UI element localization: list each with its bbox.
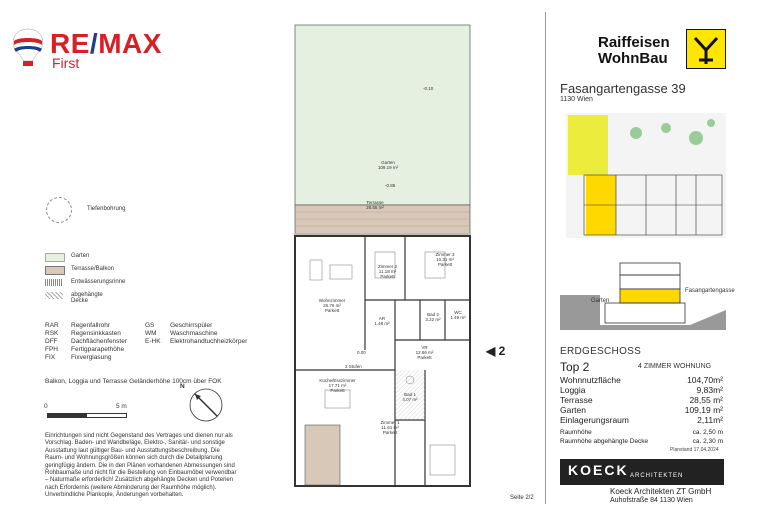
raiffeisen-logo-text: Raiffeisen WohnBau: [598, 34, 670, 67]
legend-label: Garten: [71, 253, 90, 259]
area-row: Wohnnutzfläche 104,70m²: [560, 375, 723, 385]
level-marker: -0.10: [423, 86, 434, 91]
unit-type: 4 ZIMMER WOHNUNG: [638, 363, 712, 370]
room-label: Küche/Esszimmer 17.71 m² Parkett: [319, 378, 356, 393]
height-row: Raumhöhe ca. 2,50 m: [560, 429, 723, 436]
raiffeisen-gable-icon: [686, 29, 726, 69]
scale-five: 5 m: [116, 403, 127, 410]
legend-swatch-drain: [45, 279, 63, 286]
room-label: VR 12.86 m² Parkett: [415, 345, 434, 360]
room-label: Bad 1 4.07 m²: [402, 392, 418, 402]
borehole-label: Tiefenbohrung: [87, 206, 126, 212]
project-city: 1130 Wien: [560, 96, 593, 103]
legend-swatch-ceiling: [45, 292, 63, 299]
room-label: Zimmer 2 11.18 m² Parkett: [378, 264, 397, 279]
project-address: Fasangartengasse 39: [560, 81, 686, 96]
remax-balloon-icon: [10, 27, 46, 67]
room-label: WC 1.49 m²: [450, 310, 466, 320]
room-label: Bad 2 3.22 m²: [425, 312, 441, 322]
railing-note: Balkon, Loggia und Terrasse Geländerhöhe 100cm über FOK: [45, 378, 222, 385]
floor-plan: [285, 20, 480, 490]
legend-swatch-terrace: [45, 266, 65, 275]
area-row: Garten 109,19 m²: [560, 405, 723, 415]
terrace-label: Terrasse 28.55 m²: [366, 200, 384, 210]
abbreviations-left: RAR Regenfallrohr RSK Regensinkkasten DFF Dachflächenfenster FPH Fertigparapethöhe FIX Fixverglasung: [45, 322, 128, 361]
remax-logo-text: RE/MAX: [50, 28, 162, 59]
legend-label: Entwässerungsrinne: [71, 279, 126, 285]
floor-title: ERDGESCHOSS: [560, 346, 642, 357]
legend-swatch-garden: [45, 253, 65, 262]
divider-line: [545, 12, 546, 504]
level-marker: -0.85: [385, 183, 396, 188]
unit-title: Top 2: [560, 360, 590, 374]
section-garden-label: Garten: [591, 298, 610, 304]
room-label: Wohnzimmer 26.76 m² Parkett: [318, 298, 346, 313]
koeck-logo: KOECK ARCHITEKTEN: [560, 459, 724, 485]
legend-label: Terrasse/Balkon: [71, 266, 115, 272]
remax-sub: First: [52, 55, 80, 71]
stairs-label: 2 Stufen: [345, 364, 362, 369]
north-label: N: [180, 383, 185, 390]
page-number: Seite 2/2: [510, 495, 534, 501]
garden-label: Garten 109.19 m²: [377, 160, 399, 170]
plan-date: Planstand 17.04.2024: [670, 447, 719, 453]
scale-zero: 0: [44, 403, 48, 410]
section-view: [560, 255, 735, 330]
room-label: AR 1.48 m²: [374, 316, 390, 326]
section-street-label: Fasangartengasse: [685, 288, 735, 294]
architect-name: Koeck Architekten ZT GmbH: [610, 487, 712, 496]
area-row: Einlagerungsraum 2,11m²: [560, 415, 723, 425]
abbreviations-right: GS Geschirrspüler WM Waschmaschine E-HK Elektrohandtuchheizkörper: [145, 322, 248, 345]
architect-address: Auhofstraße 84 1130 Wien: [610, 497, 693, 504]
key-plan: [566, 113, 726, 238]
legend-label: abgehängte Decke: [71, 292, 103, 304]
height-row: Raumhöhe abgehängte Decke ca. 2,30 m: [560, 438, 723, 445]
unit-marker: ◀ 2: [486, 344, 506, 358]
level-marker: 0.00: [357, 350, 366, 355]
scale-bar: [47, 413, 127, 418]
room-label: Zimmer 3 10.31 m² Parkett: [435, 252, 455, 267]
area-row: Loggia 9,83m²: [560, 385, 723, 395]
north-arrow-icon: [186, 385, 226, 430]
borehole-icon: [46, 197, 72, 223]
room-label: Zimmer 1 11.61 m² Parkett: [380, 420, 400, 435]
area-row: Terrasse 28,55 m²: [560, 395, 723, 405]
disclaimer: Einrichtungen sind nicht Gegenstand des Vertrages und dienen nur als Vorschlag. Baden- und Wandbeläge, Elektro-, Sanitär- und sonstige Ausstattung laut gültiger Bau- und Ausstattungsbeschreibung. Die Raum- und Wohnungsgrößen können sich durch die Detailplanung geringfügig ändern. Die in den Plänen vorhandenen Abmessungen sind Rohbaumaße und nicht für die Bestellung von Einbaumöbel verwendbar – Naturmaße erforderlich! Zusätzlich abgehängte Decken und Poterien nach Erfordernis (weitere Abminderung der Raumhöhe möglich). Unverbindliche Plankopie, Änderungen vorbehalten.: [45, 433, 237, 499]
